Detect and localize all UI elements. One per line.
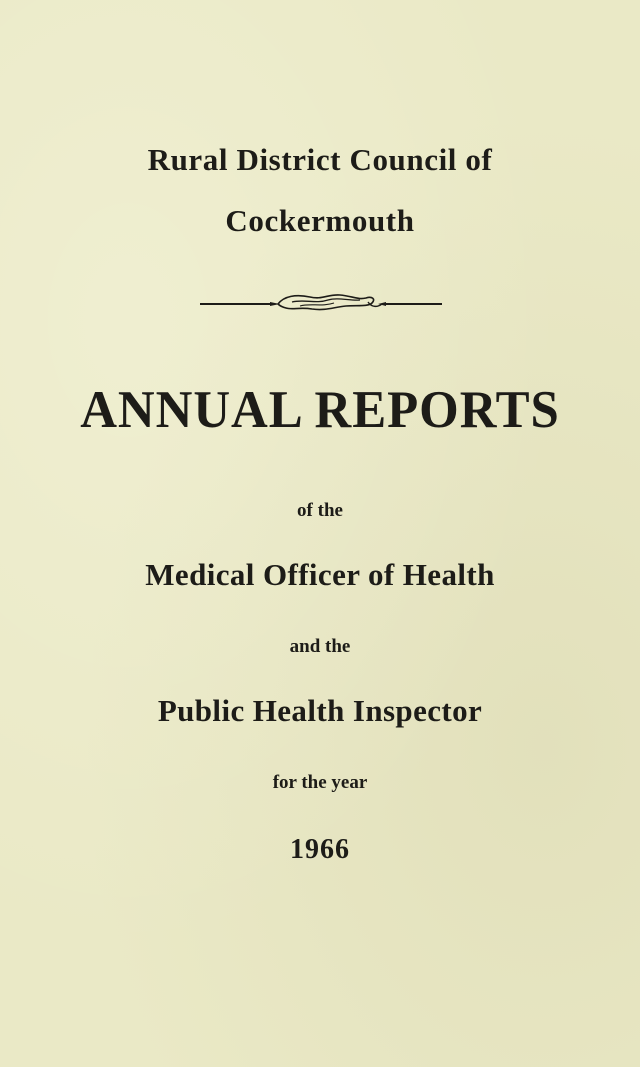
council-name-line1: Rural District Council of [147,142,493,177]
medical-officer-heading: Medical Officer of Health [145,557,495,592]
and-the-text: and the [289,636,351,657]
of-the-text: of the [297,500,343,521]
for-the-year-text: for the year [272,772,368,793]
public-health-inspector-heading: Public Health Inspector [157,693,483,728]
scroll-ornament-icon [200,290,442,314]
report-title: ANNUAL REPORTS [80,381,560,439]
council-name-line2: Cockermouth [225,203,415,238]
report-year: 1966 [290,834,350,865]
